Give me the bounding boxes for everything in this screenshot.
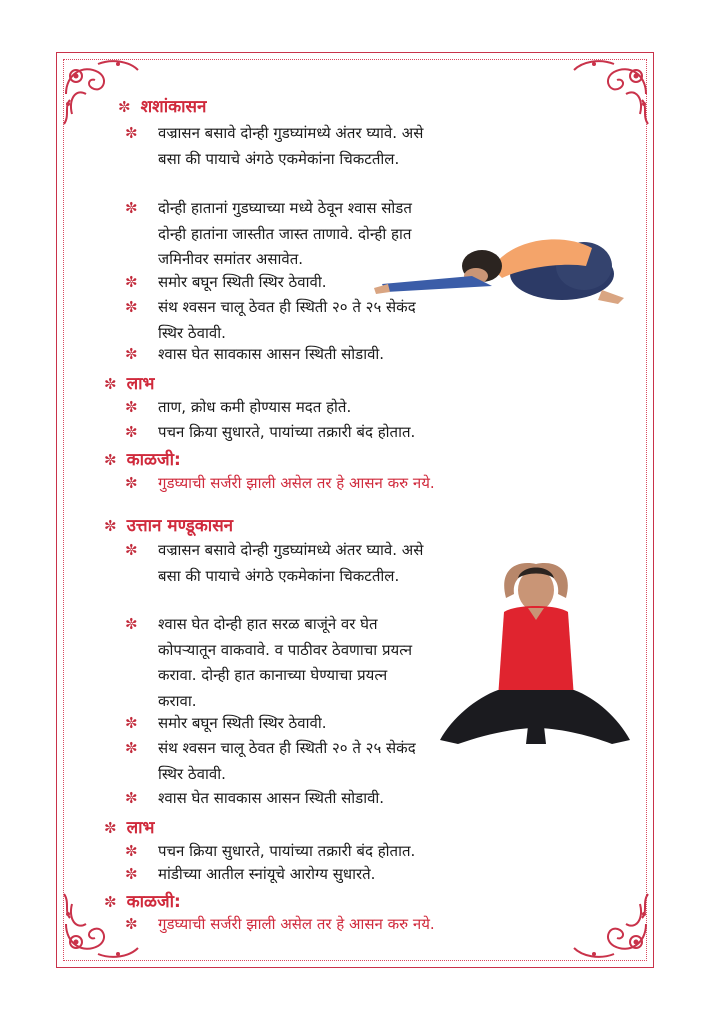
bullet-star-icon: ✼ bbox=[125, 423, 138, 441]
bullet-star-icon: ✼ bbox=[125, 199, 138, 217]
list-item: ✼ दोन्ही हातानां गुडघ्याच्या मध्ये ठेवून श्वास सोडत दोन्ही हातांना जास्तीत जास्त ताणावे. दोन्ही हात जमिनीवर समांतर असावेत. bbox=[158, 196, 426, 273]
bullet-star-icon: ✼ bbox=[125, 789, 138, 807]
bullet-star-icon: ✼ bbox=[118, 98, 131, 116]
caution-text: ✼ गुडघ्याची सर्जरी झाली असेल तर हे आसन करु नये. bbox=[158, 471, 578, 497]
bullet-star-icon: ✼ bbox=[125, 739, 138, 757]
shashankasana-pose-image bbox=[372, 228, 628, 310]
bullet-star-icon: ✼ bbox=[125, 714, 138, 732]
section-title-shashankasana: ✼ शशांकासन bbox=[118, 97, 207, 117]
bullet-star-icon: ✼ bbox=[125, 915, 138, 933]
list-item: ✼ समोर बघून स्थिती स्थिर ठेवावी. bbox=[158, 711, 418, 737]
bullet-star-icon: ✼ bbox=[104, 819, 117, 837]
list-item: ✼ श्वास घेत सावकास आसन स्थिती सोडावी. bbox=[158, 342, 458, 368]
list-item: ✼ मांडीच्या आतील स्नांयूचे आरोग्य सुधारते. bbox=[158, 862, 578, 888]
list-item: ✼ संथ श्वसन चालू ठेवत ही स्थिती २० ते २५ सेकंद स्थिर ठेवावी. bbox=[158, 736, 426, 787]
bullet-star-icon: ✼ bbox=[125, 398, 138, 416]
benefits-title: ✼ लाभ bbox=[104, 374, 155, 394]
caution-title: ✼ काळजी: bbox=[104, 892, 181, 912]
bullet-star-icon: ✼ bbox=[125, 124, 138, 142]
list-item: ✼ वज्रासन बसावे दोन्ही गुडघ्यांमध्ये अंतर घ्यावे. असे बसा की पायाचे अंगठे एकमेकांना चिकटतील. bbox=[158, 121, 426, 172]
bullet-star-icon: ✼ bbox=[104, 893, 117, 911]
bullet-star-icon: ✼ bbox=[125, 298, 138, 316]
bullet-star-icon: ✼ bbox=[125, 865, 138, 883]
uttan-mandukasana-pose-image bbox=[436, 558, 632, 754]
bullet-star-icon: ✼ bbox=[125, 615, 138, 633]
bullet-star-icon: ✼ bbox=[104, 375, 117, 393]
bullet-star-icon: ✼ bbox=[104, 451, 117, 469]
bullet-star-icon: ✼ bbox=[125, 345, 138, 363]
list-item: ✼ ताण, क्रोध कमी होण्यास मदत होते. bbox=[158, 395, 578, 421]
section-title-uttan-mandukasana: ✼ उत्तान मण्डूकासन bbox=[104, 516, 234, 536]
list-item: ✼ वज्रासन बसावे दोन्ही गुडघ्यांमध्ये अंतर घ्यावे. असे बसा की पायाचे अंगठे एकमेकांना चिकटतील. bbox=[158, 538, 426, 589]
caution-text: ✼ गुडघ्याची सर्जरी झाली असेल तर हे आसन करु नये. bbox=[158, 912, 578, 938]
list-item: ✼ संथ श्वसन चालू ठेवत ही स्थिती २० ते २५ सेकंद स्थिर ठेवावी. bbox=[158, 295, 426, 346]
caution-title: ✼ काळजी: bbox=[104, 450, 181, 470]
list-item: ✼ समोर बघून स्थिती स्थिर ठेवावी. bbox=[158, 270, 418, 296]
bullet-star-icon: ✼ bbox=[125, 474, 138, 492]
bullet-star-icon: ✼ bbox=[125, 541, 138, 559]
list-item: ✼ श्वास घेत सावकास आसन स्थिती सोडावी. bbox=[158, 786, 458, 812]
list-item: ✼ श्वास घेत दोन्ही हात सरळ बाजूंने वर घेत कोपऱ्यातून वाकवावे. व पाठीवर ठेवणाचा प्रयत्न करावा. दोन्ही हात कानाच्या घेण्याचा प्रयत्न करावा. bbox=[158, 612, 426, 714]
list-item: ✼ पचन क्रिया सुधारते, पायांच्या तक्रारी बंद होतात. bbox=[158, 420, 578, 446]
list-item: ✼ पचन क्रिया सुधारते, पायांच्या तक्रारी बंद होतात. bbox=[158, 839, 578, 865]
benefits-title: ✼ लाभ bbox=[104, 818, 155, 838]
bullet-star-icon: ✼ bbox=[125, 273, 138, 291]
bullet-star-icon: ✼ bbox=[125, 842, 138, 860]
bullet-star-icon: ✼ bbox=[104, 517, 117, 535]
